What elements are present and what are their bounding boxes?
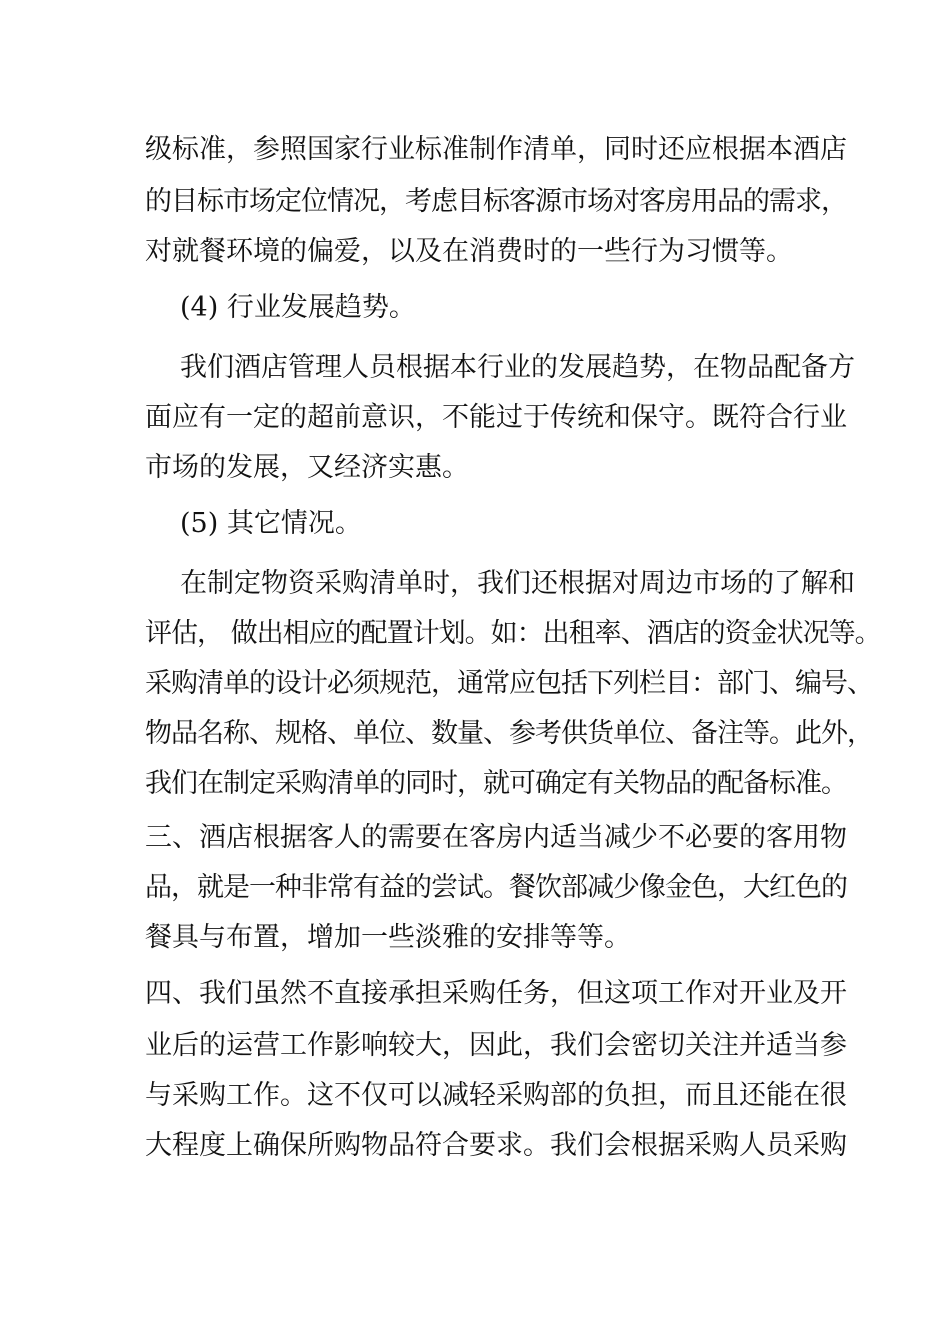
text-line: 市场的发展，又经济实惠。 xyxy=(145,452,469,483)
text-line: 我们酒店管理人员根据本行业的发展趋势，在物品配备方 xyxy=(180,352,855,383)
text-line: 餐具与布置，增加一些淡雅的安排等等。 xyxy=(145,922,631,953)
text-line: 大程度上确保所购物品符合要求。我们会根据采购人员采购 xyxy=(145,1130,847,1161)
text-line: 对就餐环境的偏爱，以及在消费时的一些行为习惯等。 xyxy=(145,236,793,267)
text-line: 面应有一定的超前意识，不能过于传统和保守。既符合行业 xyxy=(145,402,847,433)
text-line: 评估， 做出相应的配置计划。如：出租率、酒店的资金状况等。 xyxy=(145,618,881,649)
text-line: 的目标市场定位情况，考虑目标客源市场对客房用品的需求， xyxy=(145,186,847,217)
text-line: 物品名称、规格、单位、数量、参考供货单位、备注等。此外， xyxy=(145,718,873,749)
text-line: 在制定物资采购清单时，我们还根据对周边市场的了解和 xyxy=(180,568,855,599)
text-line: 级标准，参照国家行业标准制作清单，同时还应根据本酒店 xyxy=(145,134,847,165)
text-line: 三、酒店根据客人的需要在客房内适当减少不必要的客用物 xyxy=(145,822,847,853)
text-line: 采购清单的设计必须规范，通常应包括下列栏目：部门、编号、 xyxy=(145,668,873,699)
section-heading: (5) 其它情况。 xyxy=(180,508,362,539)
text-line: 我们在制定采购清单的同时，就可确定有关物品的配备标准。 xyxy=(145,768,847,799)
section-heading: (4) 行业发展趋势。 xyxy=(180,292,416,323)
text-line: 四、我们虽然不直接承担采购任务，但这项工作对开业及开 xyxy=(145,978,847,1009)
text-line: 品，就是一种非常有益的尝试。餐饮部减少像金色，大红色的 xyxy=(145,872,847,903)
text-line: 与采购工作。这不仅可以减轻采购部的负担，而且还能在很 xyxy=(145,1080,847,1111)
text-line: 业后的运营工作影响较大，因此，我们会密切关注并适当参 xyxy=(145,1030,847,1061)
